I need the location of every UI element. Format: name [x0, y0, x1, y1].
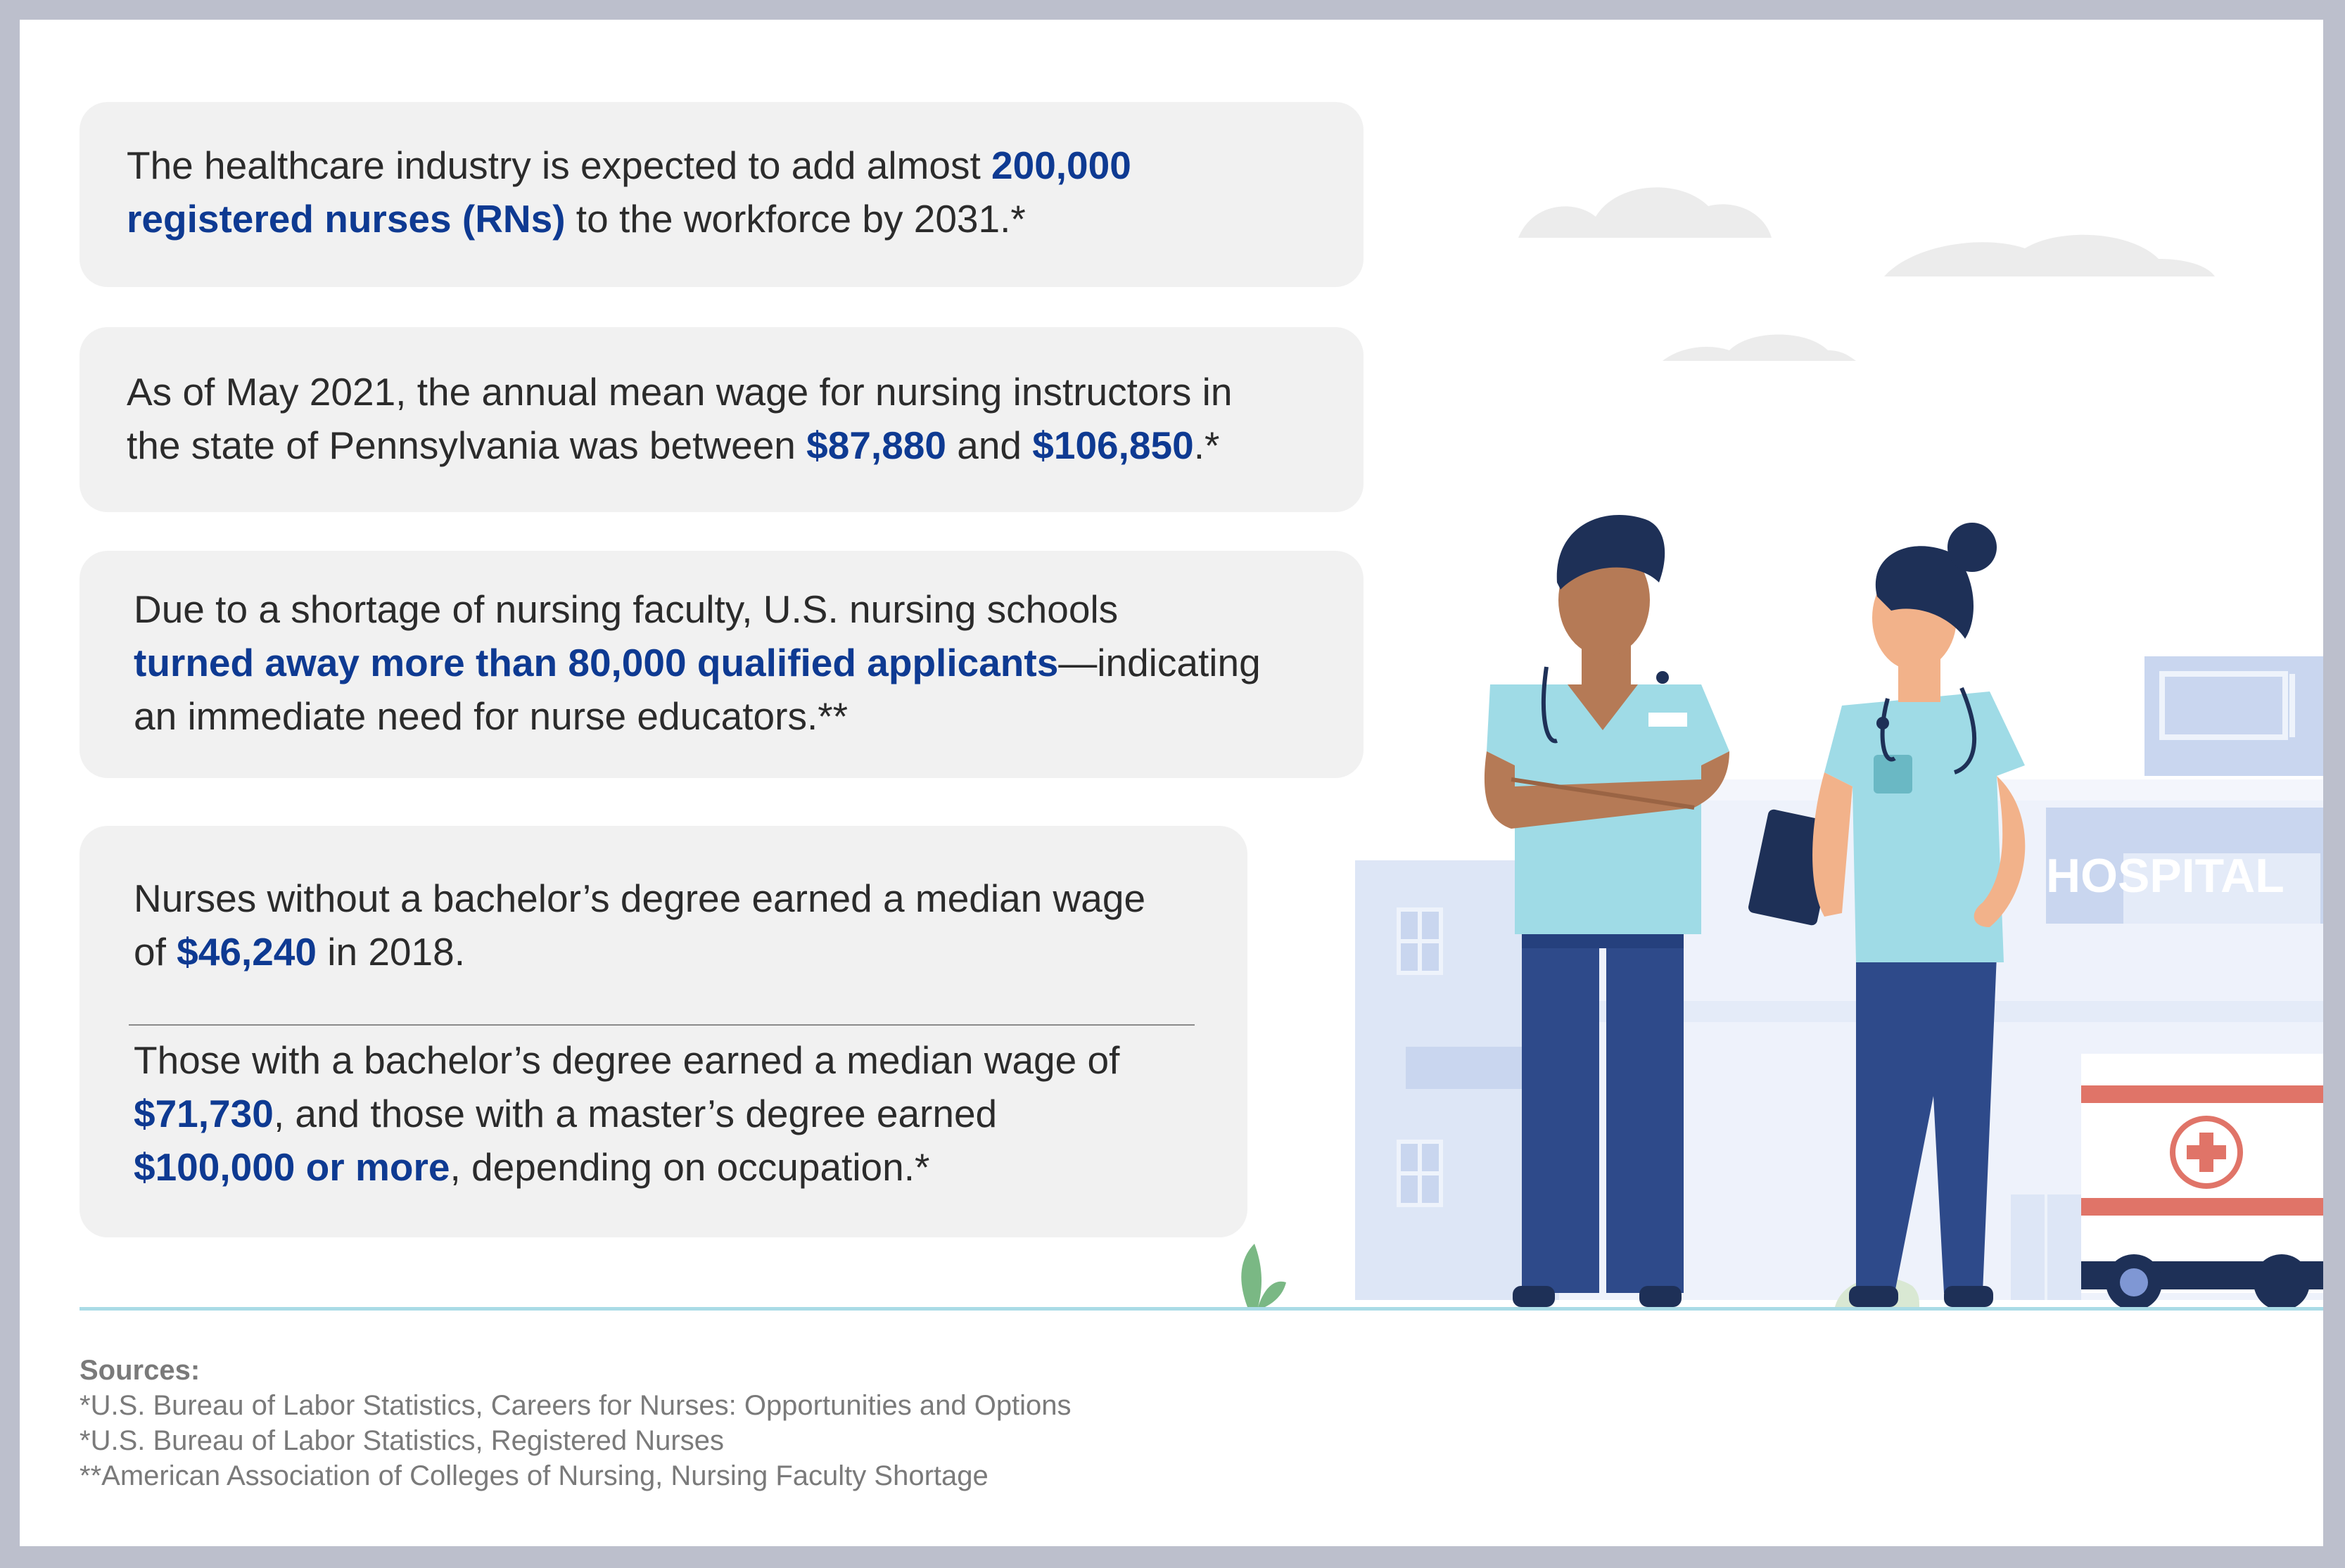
highlighted-text: $87,880 — [806, 423, 946, 467]
body-text: Those with a bachelor’s degree earned a median wage of — [134, 1038, 1120, 1082]
infographic-frame — [20, 20, 2323, 1546]
source-item: *U.S. Bureau of Labor Statistics, Registered Nurses — [80, 1425, 724, 1456]
body-text: , and those with a master’s degree earned — [273, 1092, 998, 1135]
body-text: of — [134, 930, 177, 974]
highlighted-text: $71,730 — [134, 1092, 274, 1135]
highlighted-text: turned away more than 80,000 qualified applicants — [134, 641, 1059, 684]
cloud-icon — [1518, 187, 2215, 361]
sources-heading: Sources: — [80, 1355, 201, 1386]
ground-line — [80, 1307, 2323, 1311]
highlighted-text: 200,000 — [991, 144, 1131, 187]
body-text: an immediate need for nurse educators.** — [134, 694, 849, 738]
sources-section — [80, 1353, 1072, 1493]
body-text: in 2018. — [316, 930, 465, 974]
body-text: , depending on occupation.* — [450, 1145, 930, 1189]
body-text: Nurses without a bachelor’s degree earned a median wage — [134, 877, 1146, 920]
highlighted-text: registered nurses (RNs) — [127, 197, 566, 241]
highlighted-text: $46,240 — [177, 930, 317, 974]
body-text: As of May 2021, the annual mean wage for nursing instructors in — [127, 370, 1233, 414]
hospital-sign: HOSPITAL — [2046, 849, 2284, 903]
body-text: The healthcare industry is expected to add almost — [127, 144, 992, 187]
ambulance — [2081, 1054, 2323, 1311]
body-text: .* — [1193, 423, 1220, 467]
body-text: to the workforce by 2031.* — [565, 197, 1026, 241]
source-item: **American Association of Colleges of Nursing, Nursing Faculty Shortage — [80, 1460, 989, 1491]
highlighted-text: $106,850 — [1032, 423, 1194, 467]
hospital-nurses-illustration — [20, 20, 2323, 1546]
body-text: the state of Pennsylvania was between — [127, 423, 807, 467]
body-text: and — [946, 423, 1033, 467]
highlighted-text: $100,000 or more — [134, 1145, 450, 1189]
body-text: —indicating — [1058, 641, 1261, 684]
source-item: *U.S. Bureau of Labor Statistics, Careers for Nurses: Opportunities and Options — [80, 1390, 1072, 1421]
plant-icon — [1241, 1244, 1286, 1307]
body-text: Due to a shortage of nursing faculty, U.S. nursing schools — [134, 587, 1119, 631]
